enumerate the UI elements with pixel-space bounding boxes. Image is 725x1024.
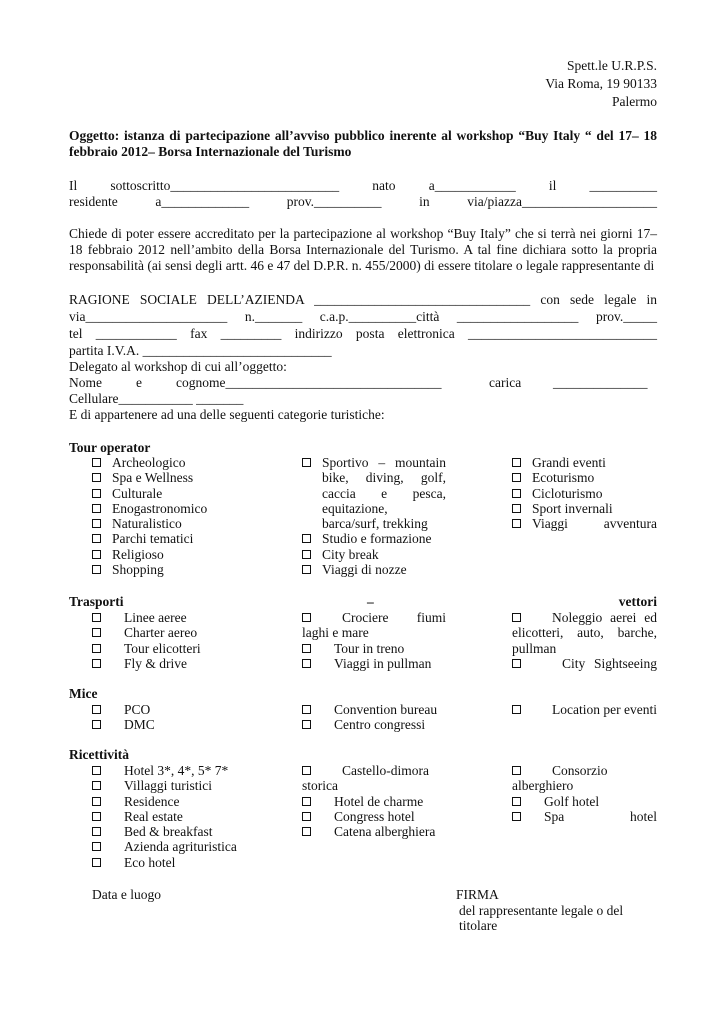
checkbox-item[interactable]: Real estate — [92, 809, 272, 824]
section-title-ricettivita: Ricettività — [69, 747, 129, 762]
recipient-line-2: Via Roma, 19 90133 — [545, 76, 657, 91]
checkbox-icon[interactable] — [302, 720, 311, 729]
checkbox-icon[interactable] — [92, 458, 101, 467]
checkbox-item[interactable]: Viaggi di nozze — [302, 562, 446, 577]
checkbox-item[interactable]: Castello-dimora storica — [302, 763, 429, 794]
checkbox-item[interactable]: City Sightseeing — [512, 656, 657, 671]
subject-heading: Oggetto: istanza di partecipazione all’avviso pubblico inerente al workshop “Buy Italy “ del 17– 18 febbraio 2012– Borsa Internazionale del Turismo — [69, 128, 657, 159]
checkbox-icon[interactable] — [302, 613, 311, 622]
ricettivita-col-1 — [92, 763, 272, 870]
checkbox-icon[interactable] — [302, 565, 311, 574]
delegate-name-and: e — [136, 375, 142, 390]
checkbox-icon[interactable] — [512, 489, 521, 498]
checkbox-item[interactable]: Cicloturismo — [512, 486, 657, 501]
vat-number-line[interactable]: partita I.V.A. ____________________________ — [69, 343, 332, 358]
checkbox-icon[interactable] — [92, 550, 101, 559]
checkbox-item[interactable]: Centro congressi — [302, 717, 446, 732]
checkbox-item[interactable]: Location per eventi — [512, 702, 657, 717]
checkbox-icon[interactable] — [512, 613, 521, 622]
applicant-line-1[interactable]: Il sottoscritto_________________________ nato a____________ il __________ — [69, 178, 657, 193]
checkbox-icon[interactable] — [92, 827, 101, 836]
checkbox-item[interactable]: Ecoturismo — [512, 470, 657, 485]
checkbox-icon[interactable] — [92, 473, 101, 482]
checkbox-icon[interactable] — [302, 458, 311, 467]
checkbox-icon[interactable] — [92, 842, 101, 851]
checkbox-item[interactable]: Convention bureau — [302, 702, 446, 717]
checkbox-icon[interactable] — [92, 858, 101, 867]
checkbox-icon[interactable] — [92, 519, 101, 528]
recipient-line-1: Spett.le U.R.P.S. — [566, 58, 657, 73]
checkbox-icon[interactable] — [512, 473, 521, 482]
recipient-line-3: Palermo — [612, 94, 657, 109]
tour-operator-col-2 — [302, 455, 446, 577]
checkbox-icon[interactable] — [92, 628, 101, 637]
delegate-name-label: Nome — [69, 375, 102, 390]
checkbox-item[interactable]: Culturale — [92, 486, 272, 501]
mice-col-1 — [92, 702, 272, 733]
delegate-role-label: carica — [489, 375, 522, 390]
checkbox-item[interactable]: Sport invernali — [512, 501, 657, 516]
checkbox-item[interactable]: Grandi eventi — [512, 455, 657, 470]
checkbox-item[interactable]: Parchi tematici — [92, 531, 272, 546]
section-title-tour-operator: Tour operator — [69, 440, 151, 455]
checkbox-icon[interactable] — [512, 659, 521, 668]
company-name-line[interactable]: RAGIONE SOCIALE DELL’AZIENDA ________________________________ con sede legale in — [69, 292, 657, 307]
checkbox-icon[interactable] — [92, 659, 101, 668]
checkbox-item[interactable]: Catena alberghiera — [302, 824, 446, 839]
delegate-role-field[interactable]: ______________ — [553, 375, 648, 390]
section-title-trasporti: Trasporti — [69, 594, 124, 609]
ricettivita-col-2 — [302, 763, 446, 839]
checkbox-item[interactable]: Bed & breakfast — [92, 824, 272, 839]
checkbox-item[interactable]: Fly & drive — [92, 656, 272, 671]
checkbox-icon[interactable] — [512, 504, 521, 513]
checkbox-item[interactable]: Charter aereo — [92, 625, 272, 640]
mice-col-3 — [512, 702, 657, 717]
delegate-name-field[interactable]: cognome________________________________ — [176, 375, 442, 390]
checkbox-icon[interactable] — [302, 766, 311, 775]
section-title-mice: Mice — [69, 686, 98, 701]
checkbox-item[interactable]: Azienda agrituristica — [92, 839, 272, 854]
checkbox-icon[interactable] — [302, 534, 311, 543]
checkbox-item[interactable]: PCO — [92, 702, 272, 717]
form-page — [69, 0, 657, 1024]
ricettivita-col-3 — [512, 763, 657, 824]
checkbox-item[interactable]: Residence — [92, 794, 272, 809]
place-date-label: Data e luogo — [92, 887, 161, 902]
checkbox-item[interactable]: Villaggi turistici — [92, 778, 272, 793]
checkbox-icon[interactable] — [92, 705, 101, 714]
checkbox-icon[interactable] — [512, 705, 521, 714]
checkbox-item[interactable]: Archeologico — [92, 455, 272, 470]
checkbox-icon[interactable] — [512, 797, 521, 806]
checkbox-icon[interactable] — [302, 812, 311, 821]
checkbox-icon[interactable] — [92, 644, 101, 653]
trasporti-col-1 — [92, 610, 272, 671]
checkbox-icon[interactable] — [92, 504, 101, 513]
checkbox-item[interactable]: Congress hotel — [302, 809, 446, 824]
recipient-address — [545, 57, 657, 111]
checkbox-item[interactable]: Hotel de charme — [302, 794, 446, 809]
checkbox-item[interactable]: Enogastronomico — [92, 501, 272, 516]
checkbox-item[interactable]: Shopping — [92, 562, 272, 577]
checkbox-icon[interactable] — [512, 812, 521, 821]
checkbox-icon[interactable] — [92, 489, 101, 498]
checkbox-item[interactable]: Golf hotel — [512, 794, 657, 809]
checkbox-item[interactable]: Naturalistico — [92, 516, 272, 531]
company-address-line[interactable]: via_____________________ n._______ c.a.p.__________città __________________ prov._____ — [69, 309, 657, 324]
checkbox-item[interactable]: Viaggi avventura — [512, 516, 657, 531]
checkbox-item[interactable]: Sportivo – mountain bike, diving, golf, caccia e pesca, equitazione, barca/surf, trekking — [302, 455, 446, 531]
checkbox-icon[interactable] — [512, 458, 521, 467]
section-title-trasporti-dash: – — [367, 594, 374, 609]
delegate-mobile-field[interactable]: Cellulare___________ _______ — [69, 391, 244, 406]
checkbox-item[interactable]: Tour elicotteri — [92, 641, 272, 656]
checkbox-icon[interactable] — [92, 766, 101, 775]
checkbox-item[interactable]: Spa e Wellness — [92, 470, 272, 485]
applicant-line-2[interactable]: residente a_____________ prov.__________ in via/piazza____________________ — [69, 194, 657, 209]
checkbox-icon[interactable] — [92, 720, 101, 729]
checkbox-icon[interactable] — [92, 812, 101, 821]
checkbox-icon[interactable] — [302, 644, 311, 653]
categories-intro: E di appartenere ad una delle seguenti categorie turistiche: — [69, 407, 385, 422]
section-title-trasporti-end: vettori — [618, 594, 657, 609]
trasporti-col-2 — [302, 610, 446, 671]
checkbox-icon[interactable] — [302, 705, 311, 714]
checkbox-icon[interactable] — [92, 565, 101, 574]
checkbox-item[interactable]: DMC — [92, 717, 272, 732]
signature-sublabel: del rappresentante legale o del titolare — [459, 903, 624, 934]
request-paragraph: Chiede di poter essere accreditato per la partecipazione al workshop “Buy Italy” che si terrà nei giorni 17–18 febbraio 2012 nell’ambito della Borsa Internazionale del Turismo. A tal fine dichiara sotto la propria responsabilità (ai sensi degli artt. 46 e 47 del D.P.R. n. 455/2000) di essere titolare o legale rappresentante di — [69, 226, 657, 273]
checkbox-icon[interactable] — [302, 659, 311, 668]
checkbox-item[interactable]: Studio e formazione — [302, 531, 446, 546]
company-contact-line[interactable]: tel ____________ fax _________ indirizzo posta elettronica ____________________________ — [69, 326, 657, 341]
checkbox-item[interactable]: Hotel 3*, 4*, 5* 7* — [92, 763, 272, 778]
checkbox-icon[interactable] — [302, 550, 311, 559]
checkbox-item[interactable]: Eco hotel — [92, 855, 272, 870]
checkbox-icon[interactable] — [92, 534, 101, 543]
checkbox-item[interactable]: Linee aeree — [92, 610, 272, 625]
checkbox-icon[interactable] — [512, 519, 521, 528]
checkbox-item[interactable]: City break — [302, 547, 446, 562]
checkbox-icon[interactable] — [302, 827, 311, 836]
tour-operator-col-3 — [512, 455, 657, 531]
checkbox-item[interactable]: Spa hotel — [512, 809, 657, 824]
checkbox-item[interactable]: Noleggio aerei ed elicotteri, auto, barche, pullman — [512, 610, 657, 656]
checkbox-item[interactable]: Viaggi in pullman — [302, 656, 446, 671]
checkbox-icon[interactable] — [92, 613, 101, 622]
checkbox-icon[interactable] — [512, 766, 521, 775]
checkbox-icon[interactable] — [92, 797, 101, 806]
tour-operator-col-1 — [92, 455, 272, 577]
checkbox-icon[interactable] — [92, 781, 101, 790]
checkbox-item[interactable]: Consorzio alberghiero — [512, 763, 608, 794]
trasporti-col-3 — [512, 610, 657, 671]
signature-label: FIRMA — [456, 887, 499, 902]
checkbox-item[interactable]: Religioso — [92, 547, 272, 562]
checkbox-item[interactable]: Crociere fiumi laghi e mare — [302, 610, 446, 641]
checkbox-icon[interactable] — [302, 797, 311, 806]
mice-col-2 — [302, 702, 446, 733]
delegate-intro: Delegato al workshop di cui all’oggetto: — [69, 359, 287, 374]
checkbox-item[interactable]: Tour in treno — [302, 641, 446, 656]
